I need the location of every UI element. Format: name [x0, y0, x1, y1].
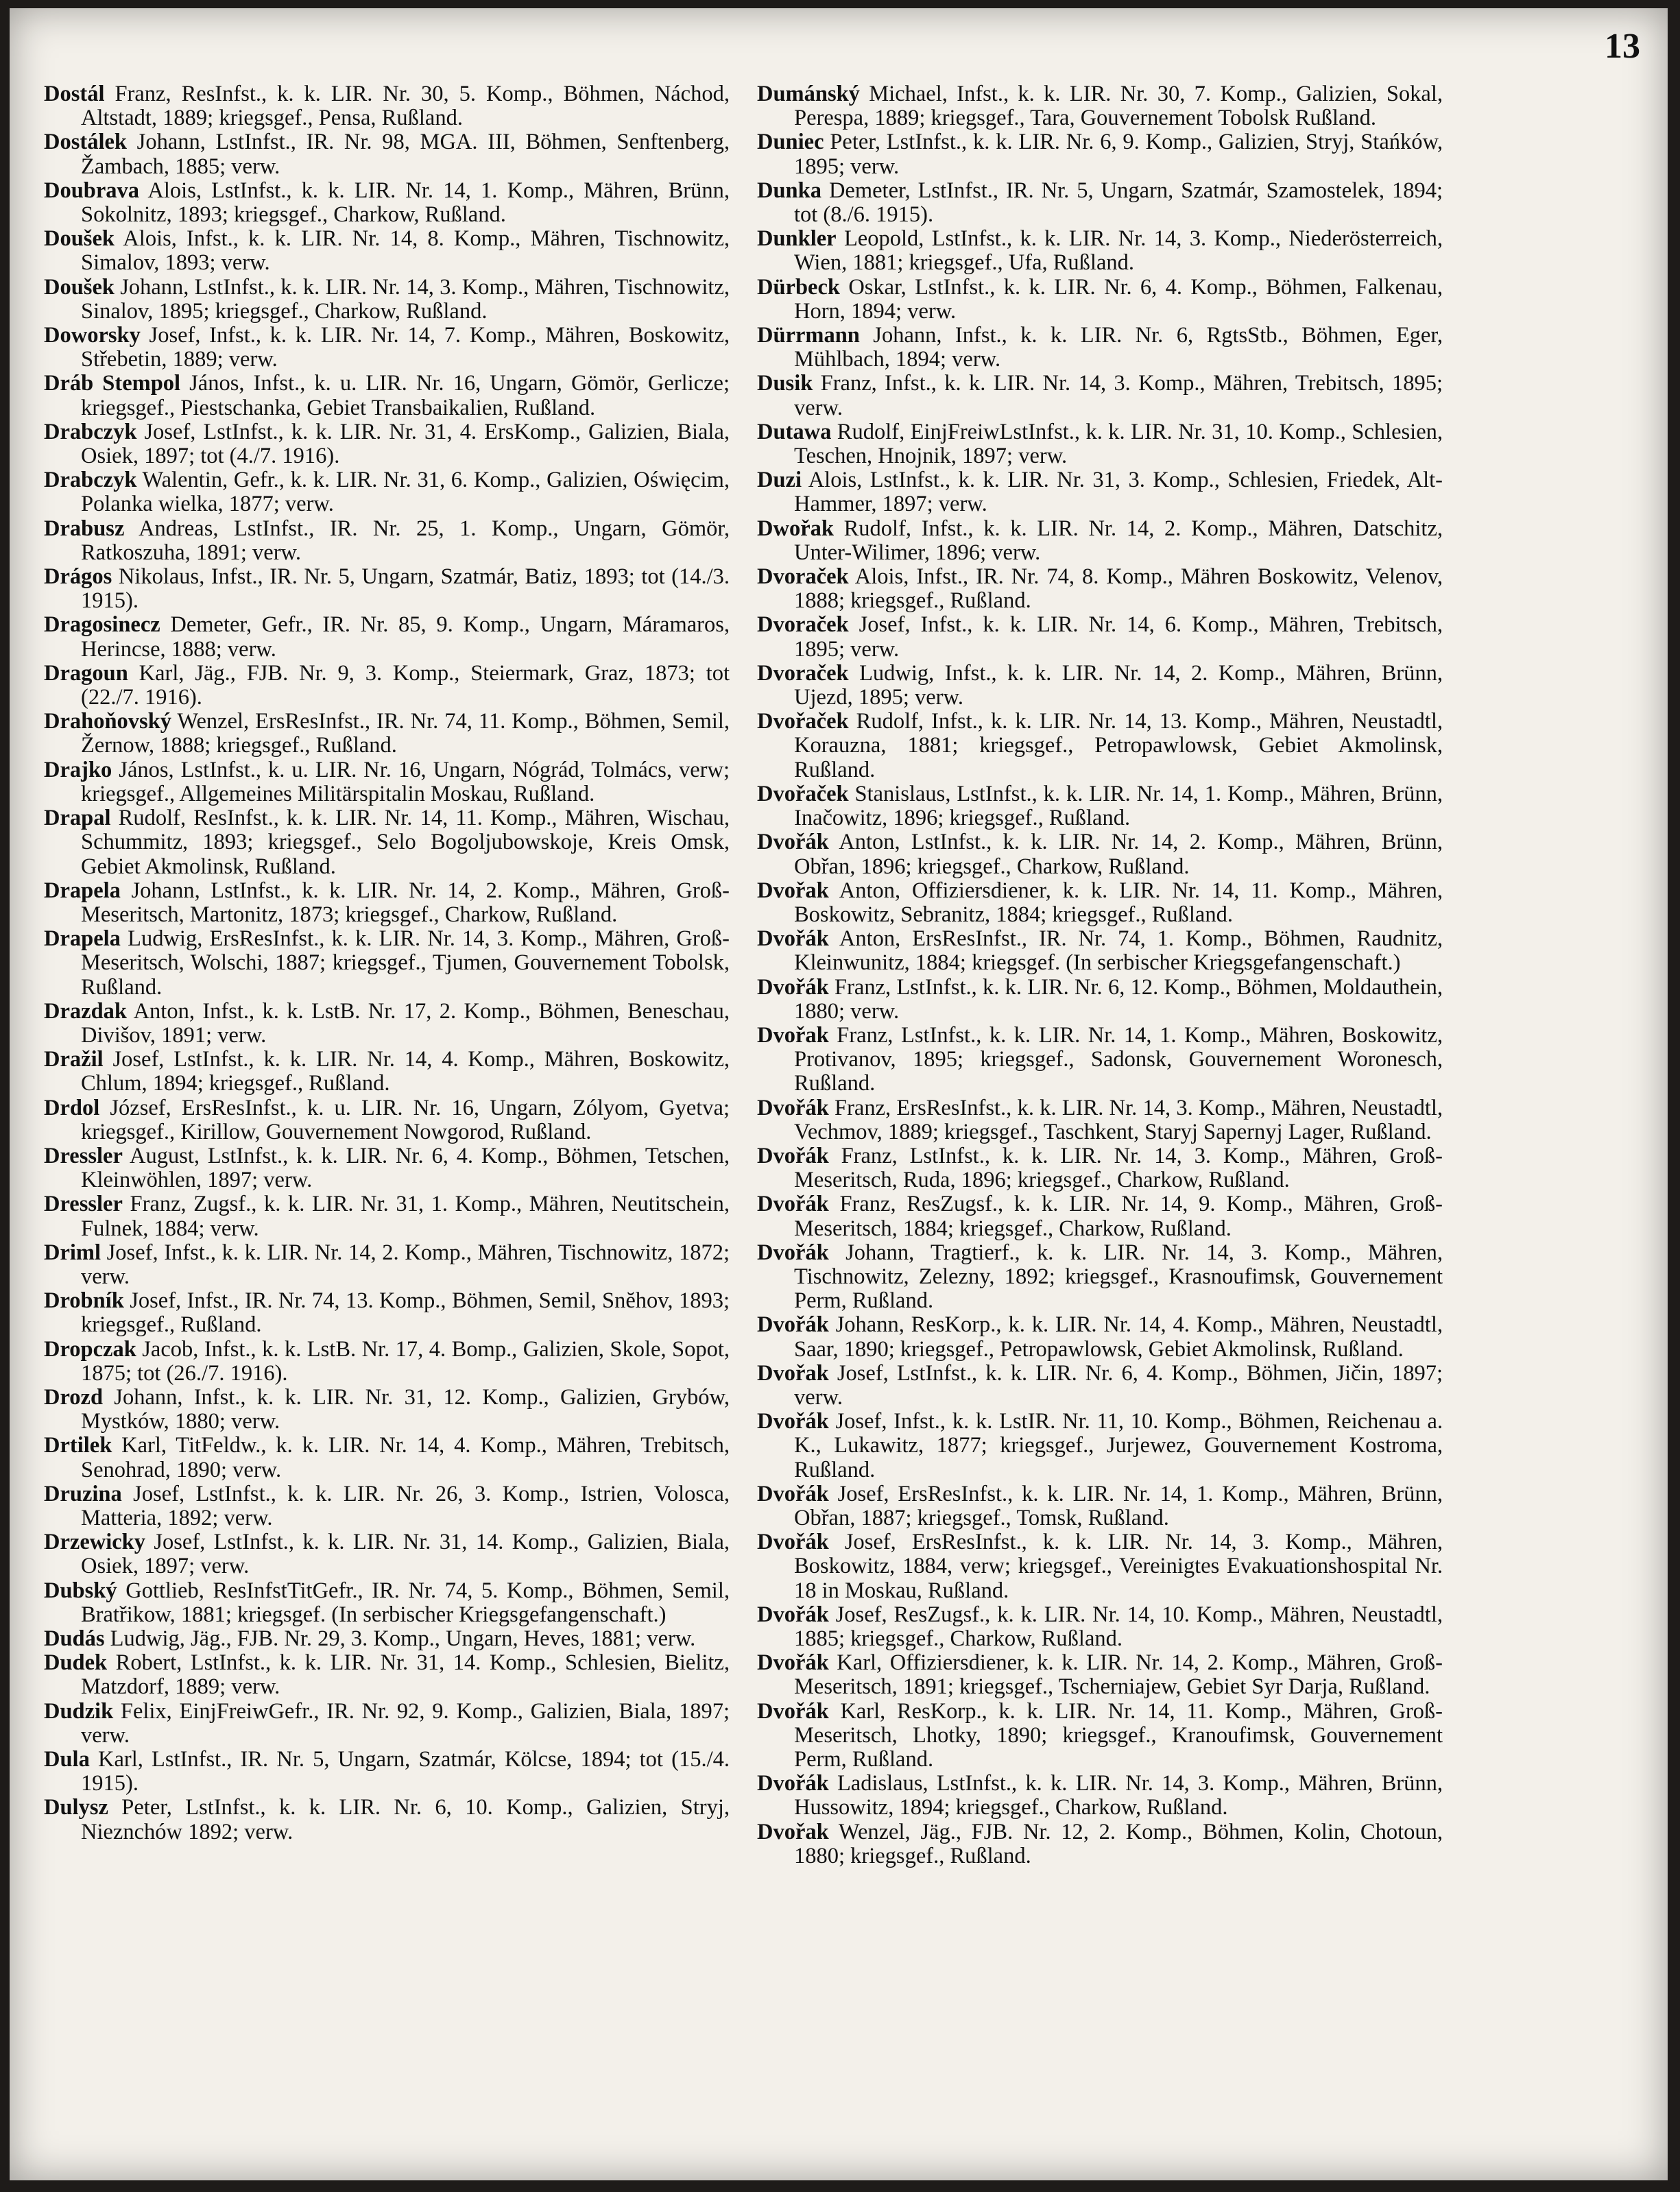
- register-entry: [44, 1289, 730, 1337]
- entry-surname: Drapal: [44, 806, 111, 831]
- entry-details: Nikolaus, Infst., IR. Nr. 5, Ungarn, Szatmár, Batiz, 1893; tot (14./3. 1915).: [81, 564, 730, 614]
- entry-surname: Doušek: [44, 226, 115, 252]
- entry-details: Andreas, LstInfst., IR. Nr. 25, 1. Komp., Ungarn, Gömör, Ratkoszuha, 1891; verw.: [81, 516, 730, 565]
- entry-surname: Duzi: [757, 468, 802, 493]
- entry-surname: Dunka: [757, 178, 821, 203]
- register-entry: [44, 517, 730, 565]
- entry-details: Josef, ErsResInfst., k. k. LIR. Nr. 14, 1. Komp., Mähren, Brünn, Obřan, 1887; kriegsgef., Tomsk, Rußland.: [794, 1481, 1443, 1530]
- entry-details: Ladislaus, LstInfst., k. k. LIR. Nr. 14, 3. Komp., Mähren, Brünn, Hussowitz, 1894; kriegsgef., Charkow, Rußland.: [794, 1771, 1443, 1820]
- register-entry: [757, 1700, 1443, 1772]
- entry-surname: Dvořák: [757, 1771, 829, 1796]
- entry-surname: Dvořák: [757, 1481, 829, 1506]
- entry-details: Alois, LstInfst., k. k. LIR. Nr. 14, 1. Komp., Mähren, Brünn, Sokolnitz, 1893; kriegsgef., Charkow, Rußland.: [81, 178, 730, 228]
- entry-surname: Dudás: [44, 1626, 105, 1651]
- entry-surname: Dvořák: [757, 1312, 829, 1338]
- register-entry: [757, 1772, 1443, 1820]
- entry-details: Franz, LstInfst., k. k. LIR. Nr. 14, 1. Komp., Mähren, Boskowitz, Protivanov, 1895; kriegsgef., Sadonsk, Gouvernement Woronesch, Rußland.: [794, 1022, 1443, 1096]
- entry-details: Stanislaus, LstInfst., k. k. LIR. Nr. 14, 1. Komp., Mähren, Brünn, Inačowitz, 1896; kriegsgef., Rußland.: [794, 781, 1443, 831]
- entry-surname: Doušek: [44, 274, 115, 300]
- register-entry: [757, 1820, 1443, 1868]
- entry-surname: Doubrava: [44, 178, 140, 203]
- entry-surname: Dvořák: [757, 1240, 829, 1265]
- register-entry: [44, 130, 730, 178]
- entry-details: Leopold, LstInfst., k. k. LIR. Nr. 14, 3. Komp., Niederösterreich, Wien, 1881; kriegsgef., Ufa, Rußland.: [794, 226, 1443, 276]
- register-entry: [44, 1700, 730, 1748]
- entry-details: Wenzel, ErsResInfst., IR. Nr. 74, 11. Komp., Böhmen, Semil, Žernow, 1888; kriegsgef., Rußland.: [81, 709, 730, 758]
- entry-surname: Dressler: [44, 1143, 123, 1168]
- register-entry: [44, 227, 730, 275]
- register-entry: [757, 879, 1443, 927]
- register-entry: [44, 1338, 730, 1386]
- entry-surname: Dubský: [44, 1578, 117, 1603]
- entry-surname: Dvořak: [757, 1819, 829, 1844]
- entry-details: Josef, Infst., k. k. LIR. Nr. 14, 2. Komp., Mähren, Tischnowitz, 1872; verw.: [81, 1240, 730, 1289]
- register-entry: [44, 179, 730, 227]
- entry-details: Peter, LstInfst., k. k. LIR. Nr. 6, 10. Komp., Galizien, Stryj, Nieznchów 1892; verw.: [81, 1795, 730, 1844]
- entry-surname: Dusik: [757, 371, 813, 396]
- register-entry: [757, 613, 1443, 661]
- entry-details: Johann, ResKorp., k. k. LIR. Nr. 14, 4. Komp., Mähren, Neustadtl, Saar, 1890; kriegsgef., Petropawlowsk, Gebiet Akmolinsk, Rußland.: [794, 1312, 1443, 1362]
- entry-surname: Drazdak: [44, 998, 127, 1024]
- entry-details: Rudolf, Infst., k. k. LIR. Nr. 14, 2. Komp., Mähren, Datschitz, Unter-Wilimer, 1896; verw.: [794, 516, 1443, 565]
- register-entry: [44, 324, 730, 372]
- entry-details: Anton, Offiziersdiener, k. k. LIR. Nr. 14, 11. Komp., Mähren, Boskowitz, Sebranitz, 1884; kriegsgef., Rußland.: [794, 878, 1443, 927]
- entry-details: August, LstInfst., k. k. LIR. Nr. 6, 4. Komp., Böhmen, Tetschen, Kleinwöhlen, 1897; verw.: [81, 1143, 730, 1193]
- entry-details: Josef, LstInfst., k. k. LIR. Nr. 26, 3. Komp., Istrien, Volosca, Matteria, 1892; verw.: [81, 1481, 730, 1530]
- entry-surname: Drabczyk: [44, 468, 137, 493]
- entry-surname: Drahoňovský: [44, 709, 172, 734]
- register-entry: [757, 1024, 1443, 1096]
- entry-surname: Dostálek: [44, 130, 127, 155]
- entry-details: János, Infst., k. u. LIR. Nr. 16, Ungarn, Gömör, Gerlicze; kriegsgef., Piestschanka, Gebiet Transbaikalien, Rußland.: [81, 371, 730, 420]
- entry-surname: Drágos: [44, 564, 112, 590]
- entry-surname: Dropczak: [44, 1336, 136, 1362]
- entry-details: Karl, LstInfst., IR. Nr. 5, Ungarn, Szatmár, Kölcse, 1894; tot (15./4. 1915).: [81, 1747, 730, 1796]
- entry-surname: Dvořák: [757, 974, 829, 1000]
- entry-details: Josef, LstInfst., k. k. LIR. Nr. 31, 14. Komp., Galizien, Biala, Osiek, 1897; verw.: [81, 1530, 730, 1579]
- entry-surname: Dragosinecz: [44, 612, 160, 638]
- entry-surname: Dvořák: [757, 1095, 829, 1120]
- entry-surname: Dürbeck: [757, 274, 840, 300]
- register-entry: [757, 976, 1443, 1024]
- register-entry: [44, 1096, 730, 1144]
- register-entry: [44, 1530, 730, 1578]
- register-entry: [757, 372, 1443, 420]
- entry-surname: Drdol: [44, 1095, 100, 1120]
- register-entry: [757, 1192, 1443, 1240]
- entry-surname: Drobník: [44, 1288, 124, 1314]
- register-entry: [757, 1651, 1443, 1699]
- entry-details: Josef, LstInfst., k. k. LIR. Nr. 6, 4. Komp., Böhmen, Jičin, 1897; verw.: [794, 1360, 1443, 1410]
- register-entry: [757, 710, 1443, 782]
- entry-surname: Drzewicky: [44, 1530, 145, 1555]
- entry-surname: Dvořaček: [757, 781, 849, 806]
- entry-details: Franz, LstInfst., k. k. LIR. Nr. 14, 3. Komp., Mähren, Groß-Meseritsch, Ruda, 1896; kriegsgef., Charkow, Rußland.: [794, 1143, 1443, 1193]
- register-entry: [44, 1482, 730, 1530]
- entry-details: Robert, LstInfst., k. k. LIR. Nr. 31, 14. Komp., Schlesien, Bielitz, Matzdorf, 1889; verw.: [81, 1650, 730, 1700]
- entry-details: Felix, EinjFreiwGefr., IR. Nr. 92, 9. Komp., Galizien, Biala, 1897; verw.: [81, 1698, 730, 1748]
- entry-details: Oskar, LstInfst., k. k. LIR. Nr. 6, 4. Komp., Böhmen, Falkenau, Horn, 1894; verw.: [794, 274, 1443, 324]
- register-entry: [44, 710, 730, 758]
- entry-surname: Dvořak: [757, 1022, 829, 1048]
- register-entry: [44, 1796, 730, 1844]
- register-entry: [44, 1579, 730, 1627]
- register-entry: [757, 1144, 1443, 1192]
- entry-details: Ludwig, Jäg., FJB. Nr. 29, 3. Komp., Ungarn, Heves, 1881; verw.: [104, 1626, 696, 1651]
- entry-surname: Dvořák: [757, 1143, 829, 1168]
- entry-surname: Dressler: [44, 1192, 123, 1217]
- register-entry: [44, 372, 730, 420]
- entry-surname: Drabusz: [44, 516, 125, 541]
- entry-details: Karl, ResKorp., k. k. LIR. Nr. 14, 11. Komp., Mähren, Groß-Meseritsch, Lhotky, 1890; kriegsgef., Kranoufimsk, Gouvernement Perm, Rußland.: [794, 1698, 1443, 1772]
- entry-surname: Dula: [44, 1747, 90, 1772]
- entry-details: Wenzel, Jäg., FJB. Nr. 12, 2. Komp., Böhmen, Kolin, Chotoun, 1880; kriegsgef., Rußland.: [794, 1819, 1443, 1868]
- register-entry: [44, 565, 730, 613]
- entry-surname: Dvoraček: [757, 660, 849, 686]
- entry-details: Josef, ErsResInfst., k. k. LIR. Nr. 14, 3. Komp., Mähren, Boskowitz, 1884, verw; kriegsgef., Vereinigtes Evakuationshospital Nr. 18 in Moskau, Rußland.: [794, 1530, 1443, 1603]
- register-entry: [757, 565, 1443, 613]
- entry-surname: Dulysz: [44, 1795, 108, 1820]
- register-entry: [757, 1362, 1443, 1410]
- entry-surname: Dunkler: [757, 226, 837, 252]
- entry-surname: Drabczyk: [44, 419, 137, 444]
- entry-surname: Dudek: [44, 1650, 108, 1676]
- register-entry: [44, 1192, 730, 1240]
- register-entry: [44, 1144, 730, 1192]
- register-entry: [44, 1241, 730, 1289]
- entry-surname: Dvořák: [757, 1650, 829, 1676]
- entry-details: Anton, LstInfst., k. k. LIR. Nr. 14, 2. Komp., Mähren, Brünn, Obřan, 1896; kriegsgef., Charkow, Rußland.: [794, 830, 1443, 879]
- entry-details: Johann, LstInfst., k. k. LIR. Nr. 14, 2. Komp., Mähren, Groß-Meseritsch, Martonitz, 1873; kriegsgef., Charkow, Rußland.: [81, 878, 730, 927]
- entry-details: Anton, ErsResInfst., IR. Nr. 74, 1. Komp., Böhmen, Raudnitz, Kleinwunitz, 1884; kriegsgef. (In serbischer Kriegsgefangenschaft.): [794, 926, 1443, 976]
- entry-surname: Dvořák: [757, 1602, 829, 1627]
- entry-surname: Dudzik: [44, 1698, 114, 1724]
- entry-surname: Dumánský: [757, 82, 860, 106]
- register-entry: [44, 420, 730, 468]
- register-entry: [44, 927, 730, 1000]
- entry-details: Josef, Infst., k. k. LstIR. Nr. 11, 10. Komp., Böhmen, Reichenau a. K., Lukawitz, 1877; kriegsgef., Jurjewez, Gouvernement Kostroma, Rußland.: [794, 1409, 1443, 1482]
- entry-surname: Dragoun: [44, 660, 128, 686]
- entry-details: Josef, ResZugsf., k. k. LIR. Nr. 14, 10. Komp., Mähren, Neustadtl, 1885; kriegsgef., Charkow, Rußland.: [794, 1602, 1443, 1651]
- entry-surname: Dvořak: [757, 1360, 829, 1386]
- register-entry: [44, 1627, 730, 1651]
- entry-details: Rudolf, EinjFreiwLstInfst., k. k. LIR. Nr. 31, 10. Komp., Schlesien, Teschen, Hnojnik, 1897; verw.: [794, 419, 1443, 469]
- entry-details: Rudolf, ResInfst., k. k. LIR. Nr. 14, 11. Komp., Mähren, Wischau, Schummitz, 1893; kriegsgef., Selo Bogoljubowskoje, Kreis Omsk, Gebiet Akmolinsk, Rußland.: [81, 806, 730, 879]
- entry-details: Alois, Infst., k. k. LIR. Nr. 14, 8. Komp., Mähren, Tischnowitz, Simalov, 1893; verw.: [81, 226, 730, 276]
- register-entry: [757, 420, 1443, 468]
- entry-details: Demeter, LstInfst., IR. Nr. 5, Ungarn, Szatmár, Szamostelek, 1894; tot (8./6. 1915).: [794, 178, 1443, 228]
- entry-details: Josef, LstInfst., k. k. LIR. Nr. 14, 4. Komp., Mähren, Boskowitz, Chlum, 1894; kriegsgef., Rußland.: [81, 1047, 730, 1096]
- entry-surname: Duniec: [757, 130, 824, 155]
- entry-surname: Dwořak: [757, 516, 834, 541]
- entry-details: Michael, Infst., k. k. LIR. Nr. 30, 7. Komp., Galizien, Sokal, Perespa, 1889; kriegsgef., Tara, Gouvernement Tobolsk Rußland.: [794, 82, 1443, 131]
- register-entry: [757, 1096, 1443, 1144]
- register-entry: [44, 879, 730, 927]
- register-entry: [44, 758, 730, 806]
- entry-details: Franz, ErsResInfst., k. k. LIR. Nr. 14, 3. Komp., Mähren, Neustadtl, Vechmov, 1889; kriegsgef., Taschkent, Staryj Sapernyj Lager, Rußland.: [794, 1095, 1443, 1144]
- register-entry: [44, 1386, 730, 1434]
- register-entry: [44, 82, 730, 130]
- entry-details: Johann, LstInfst., k. k. LIR. Nr. 14, 3. Komp., Mähren, Tischnowitz, Sinalov, 1895; kriegsgef., Charkow, Rußland.: [81, 274, 730, 324]
- entry-details: Karl, Jäg., FJB. Nr. 9, 3. Komp., Steiermark, Graz, 1873; tot (22./7. 1916).: [81, 660, 730, 710]
- entry-surname: Dvořák: [757, 1530, 829, 1555]
- register-entry: [757, 830, 1443, 878]
- register-entry: [44, 1000, 730, 1048]
- register-entry: [44, 1048, 730, 1096]
- register-entry: [44, 806, 730, 879]
- entry-surname: Dvořák: [757, 926, 829, 952]
- right-column: [757, 82, 1443, 1868]
- entry-details: Josef, LstInfst., k. k. LIR. Nr. 31, 4. ErsKomp., Galizien, Biala, Osiek, 1897; tot (4./7. 1916).: [81, 419, 730, 469]
- register-entry: [757, 324, 1443, 372]
- entry-details: József, ErsResInfst., k. u. LIR. Nr. 16, Ungarn, Zólyom, Gyetva; kriegsgef., Kirillow, Gouvernement Nowgorod, Rußland.: [81, 1095, 730, 1144]
- document-page: [10, 8, 1668, 2180]
- register-entry: [44, 662, 730, 710]
- entry-details: Franz, ResInfst., k. k. LIR. Nr. 30, 5. Komp., Böhmen, Náchod, Altstadt, 1889; kriegsgef., Pensa, Rußland.: [81, 82, 730, 131]
- entry-details: Johann, Tragtierf., k. k. LIR. Nr. 14, 3. Komp., Mähren, Tischnowitz, Zelezny, 1892; kriegsgef., Krasnoufimsk, Gouvernement Perm, Rußland.: [794, 1240, 1443, 1314]
- entry-surname: Dvoraček: [757, 564, 849, 590]
- entry-surname: Dvořák: [757, 1698, 829, 1724]
- entry-details: Demeter, Gefr., IR. Nr. 85, 9. Komp., Ungarn, Máramaros, Herincse, 1888; verw.: [81, 612, 730, 662]
- entry-surname: Dráb Stempol: [44, 371, 181, 396]
- entry-surname: Drtilek: [44, 1433, 112, 1458]
- entry-details: Peter, LstInfst., k. k. LIR. Nr. 6, 9. Komp., Galizien, Stryj, Stańków, 1895; verw.: [794, 130, 1443, 179]
- entry-details: Alois, LstInfst., k. k. LIR. Nr. 31, 3. Komp., Schlesien, Friedek, Alt-Hammer, 1897; verw.: [794, 468, 1443, 517]
- register-entry: [44, 1651, 730, 1699]
- entry-details: Alois, Infst., IR. Nr. 74, 8. Komp., Mähren Boskowitz, Velenov, 1888; kriegsgef., Rußland.: [794, 564, 1443, 614]
- register-entry: [757, 1313, 1443, 1361]
- entry-surname: Dvořák: [757, 830, 829, 855]
- register-entry: [44, 1748, 730, 1796]
- entry-surname: Drajko: [44, 757, 112, 782]
- register-entry: [757, 517, 1443, 565]
- register-entry: [757, 468, 1443, 516]
- entry-surname: Doworsky: [44, 323, 141, 348]
- entry-details: Josef, Infst., k. k. LIR. Nr. 14, 6. Komp., Mähren, Trebitsch, 1895; verw.: [794, 612, 1443, 662]
- entry-details: Gottlieb, ResInfstTitGefr., IR. Nr. 74, 5. Komp., Böhmen, Semil, Bratřikow, 1881; kriegsgef. (In serbischer Kriegsgefangenschaft.): [81, 1578, 730, 1627]
- entry-details: Josef, Infst., IR. Nr. 74, 13. Komp., Böhmen, Semil, Snĕhov, 1893; kriegsgef., Rußland.: [81, 1288, 730, 1338]
- entry-details: Anton, Infst., k. k. LstB. Nr. 17, 2. Komp., Böhmen, Beneschau, Divišov, 1891; verw.: [81, 998, 730, 1048]
- entry-surname: Druzina: [44, 1481, 122, 1506]
- register-entry: [757, 179, 1443, 227]
- entry-details: Franz, Infst., k. k. LIR. Nr. 14, 3. Komp., Mähren, Trebitsch, 1895; verw.: [794, 371, 1443, 420]
- register-entry: [757, 227, 1443, 275]
- register-entry: [757, 1241, 1443, 1314]
- entry-details: Walentin, Gefr., k. k. LIR. Nr. 31, 6. Komp., Galizien, Oświęcim, Polanka wielka, 1877; verw.: [81, 468, 730, 517]
- entry-details: Johann, LstInfst., IR. Nr. 98, MGA. III, Böhmen, Senftenberg, Žambach, 1885; verw.: [81, 130, 730, 179]
- entry-surname: Driml: [44, 1240, 101, 1265]
- register-entry: [757, 1530, 1443, 1603]
- entry-details: János, LstInfst., k. u. LIR. Nr. 16, Ungarn, Nógrád, Tolmács, verw; kriegsgef., Allgemeines Militärspitalin Moskau, Rußland.: [81, 757, 730, 806]
- register-entry: [44, 613, 730, 661]
- entry-surname: Drapela: [44, 878, 121, 903]
- entry-surname: Drapela: [44, 926, 121, 952]
- entry-surname: Dostál: [44, 82, 105, 106]
- entry-details: Karl, Offiziersdiener, k. k. LIR. Nr. 14, 2. Komp., Mähren, Groß-Meseritsch, 1891; kriegsgef., Tscherniajew, Gebiet Syr Darja, Rußland.: [794, 1650, 1443, 1700]
- register-entry: [44, 1434, 730, 1482]
- entry-details: Ludwig, ErsResInfst., k. k. LIR. Nr. 14, 3. Komp., Mähren, Groß-Meseritsch, Wolschi, 1887; kriegsgef., Tjumen, Gouvernement Tobolsk, Rußland.: [81, 926, 730, 1000]
- register-entry: [757, 276, 1443, 324]
- entry-surname: Dvořaček: [757, 709, 849, 734]
- register-entry: [757, 782, 1443, 830]
- entry-details: Jacob, Infst., k. k. LstB. Nr. 17, 4. Bomp., Galizien, Skole, Sopot, 1875; tot (26./7. 1916).: [81, 1336, 730, 1386]
- entry-surname: Drozd: [44, 1384, 104, 1410]
- left-column: [44, 82, 730, 1844]
- entry-surname: Dvoraček: [757, 612, 849, 638]
- entry-details: Johann, Infst., k. k. LIR. Nr. 6, RgtsStb., Böhmen, Eger, Mühlbach, 1894; verw.: [794, 323, 1443, 372]
- register-entry: [757, 927, 1443, 975]
- register-entry: [757, 662, 1443, 710]
- entry-details: Rudolf, Infst., k. k. LIR. Nr. 14, 13. Komp., Mähren, Neustadtl, Korauzna, 1881; kriegsgef., Petropawlowsk, Gebiet Akmolinsk, Rußland.: [794, 709, 1443, 782]
- entry-details: Franz, ResZugsf., k. k. LIR. Nr. 14, 9. Komp., Mähren, Groß-Meseritsch, 1884; kriegsgef., Charkow, Rußland.: [794, 1192, 1443, 1241]
- page-number: 13: [1605, 27, 1640, 66]
- entry-details: Franz, LstInfst., k. k. LIR. Nr. 6, 12. Komp., Böhmen, Moldauthein, 1880; verw.: [794, 974, 1443, 1024]
- register-entry: [757, 1482, 1443, 1530]
- entry-details: Franz, Zugsf., k. k. LIR. Nr. 31, 1. Komp., Mähren, Neutitschein, Fulnek, 1884; verw.: [81, 1192, 730, 1241]
- entry-details: Karl, TitFeldw., k. k. LIR. Nr. 14, 4. Komp., Mähren, Trebitsch, Senohrad, 1890; verw.: [81, 1433, 730, 1482]
- entry-details: Josef, Infst., k. k. LIR. Nr. 14, 7. Komp., Mähren, Boskowitz, Střebetin, 1889; verw.: [81, 323, 730, 372]
- register-entry: [757, 1603, 1443, 1651]
- entry-surname: Dvořák: [757, 1409, 829, 1434]
- register-entry: [44, 468, 730, 516]
- entry-surname: Dvořák: [757, 1192, 829, 1217]
- entry-details: Johann, Infst., k. k. LIR. Nr. 31, 12. Komp., Galizien, Grybów, Mystków, 1880; verw.: [81, 1384, 730, 1434]
- entry-details: Ludwig, Infst., k. k. LIR. Nr. 14, 2. Komp., Mähren, Brünn, Ujezd, 1895; verw.: [794, 660, 1443, 710]
- entry-surname: Dürrmann: [757, 323, 860, 348]
- entry-surname: Dražil: [44, 1047, 104, 1072]
- register-entry: [757, 1410, 1443, 1482]
- register-entry: [757, 130, 1443, 178]
- register-entry: [757, 82, 1443, 130]
- entry-surname: Dutawa: [757, 419, 832, 444]
- register-entry: [44, 276, 730, 324]
- entry-surname: Dvořak: [757, 878, 829, 903]
